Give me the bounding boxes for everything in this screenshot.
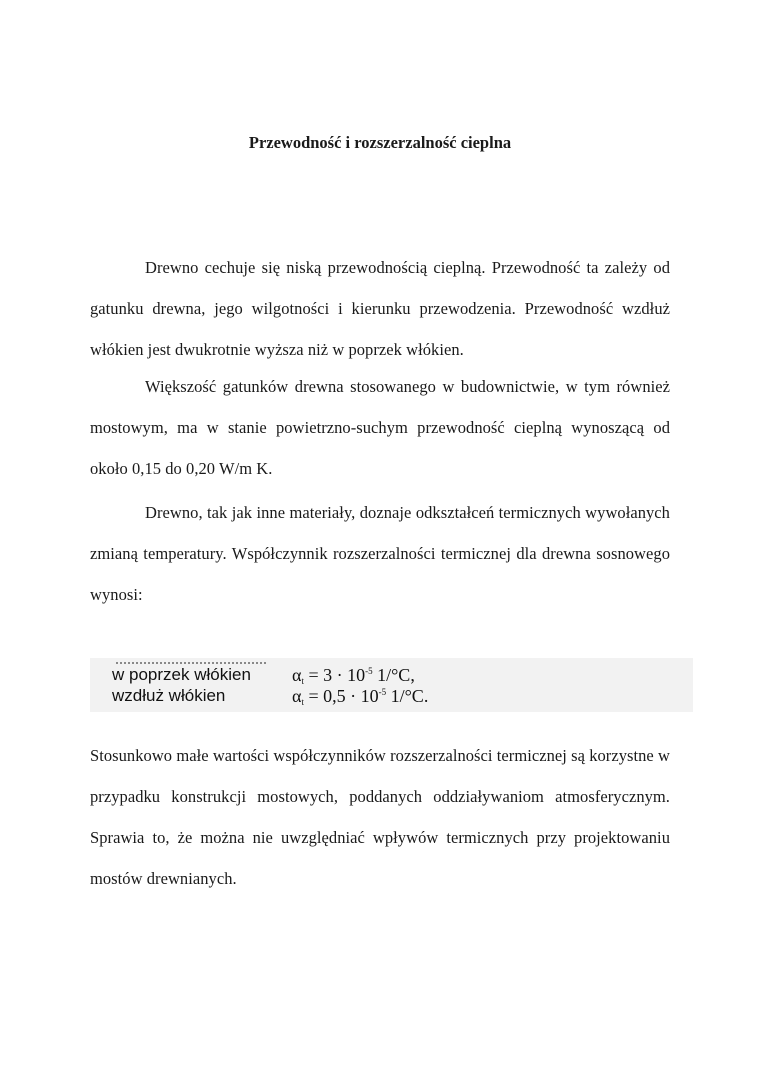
- alpha-symbol: α: [292, 686, 302, 706]
- coefficient-exponent: -5: [378, 687, 387, 697]
- coefficient-value: [292, 686, 428, 707]
- coefficient-exponent: -5: [365, 666, 373, 676]
- coefficient-equals: = 3 · 10: [308, 665, 366, 685]
- paragraph-conclusion: Stosunkowo małe wartości współczynników rozszerzalności termicznej są korzystne w przypadku konstrukcji mostowych, poddanych oddziaływaniom atmosferycznym. Sprawia to, że można nie uwzględniać wpływów termicznych przy projektowaniu mostów drewnianych.: [90, 746, 670, 888]
- coefficient-label: w poprzek włókien: [112, 665, 251, 684]
- coefficient-unit: 1/°C,: [377, 665, 415, 685]
- coefficient-row-along-grain: [90, 686, 693, 708]
- document-title: Przewodność i rozszerzalność cieplna: [248, 133, 512, 152]
- alpha-subscript: t: [301, 676, 304, 686]
- coefficient-equals: = 0,5 · 10: [308, 686, 379, 706]
- paragraph-expansion: Drewno, tak jak inne materiały, doznaje odkształceń termicznych wywołanych zmianą temperatury. Współczynnik rozszerzalności termicznej dla drewna sosnowego wynosi:: [90, 503, 670, 604]
- expansion-coefficients-figure: [90, 658, 693, 712]
- cropped-line-remnant: [116, 658, 266, 664]
- coefficient-value: [292, 665, 415, 686]
- coefficient-unit: 1/°C.: [390, 686, 429, 706]
- coefficient-row-across-grain: [90, 665, 693, 687]
- coefficient-label: wzdłuż włókien: [112, 686, 226, 705]
- paragraph-conductivity-values: Większość gatunków drewna stosowanego w budownictwie, w tym również mostowym, ma w stanie powietrzno-suchym przewodność cieplną wynoszącą od około 0,15 do 0,20 W/m K.: [90, 377, 670, 478]
- alpha-symbol: α: [292, 665, 302, 685]
- alpha-subscript: t: [301, 697, 304, 707]
- paragraph-conductivity: Drewno cechuje się niską przewodnością cieplną. Przewodność ta zależy od gatunku drewna, jego wilgotności i kierunku przewodzenia. Przewodność wzdłuż włókien jest dwukrotnie wyższa niż w poprzek włókien.: [90, 258, 670, 359]
